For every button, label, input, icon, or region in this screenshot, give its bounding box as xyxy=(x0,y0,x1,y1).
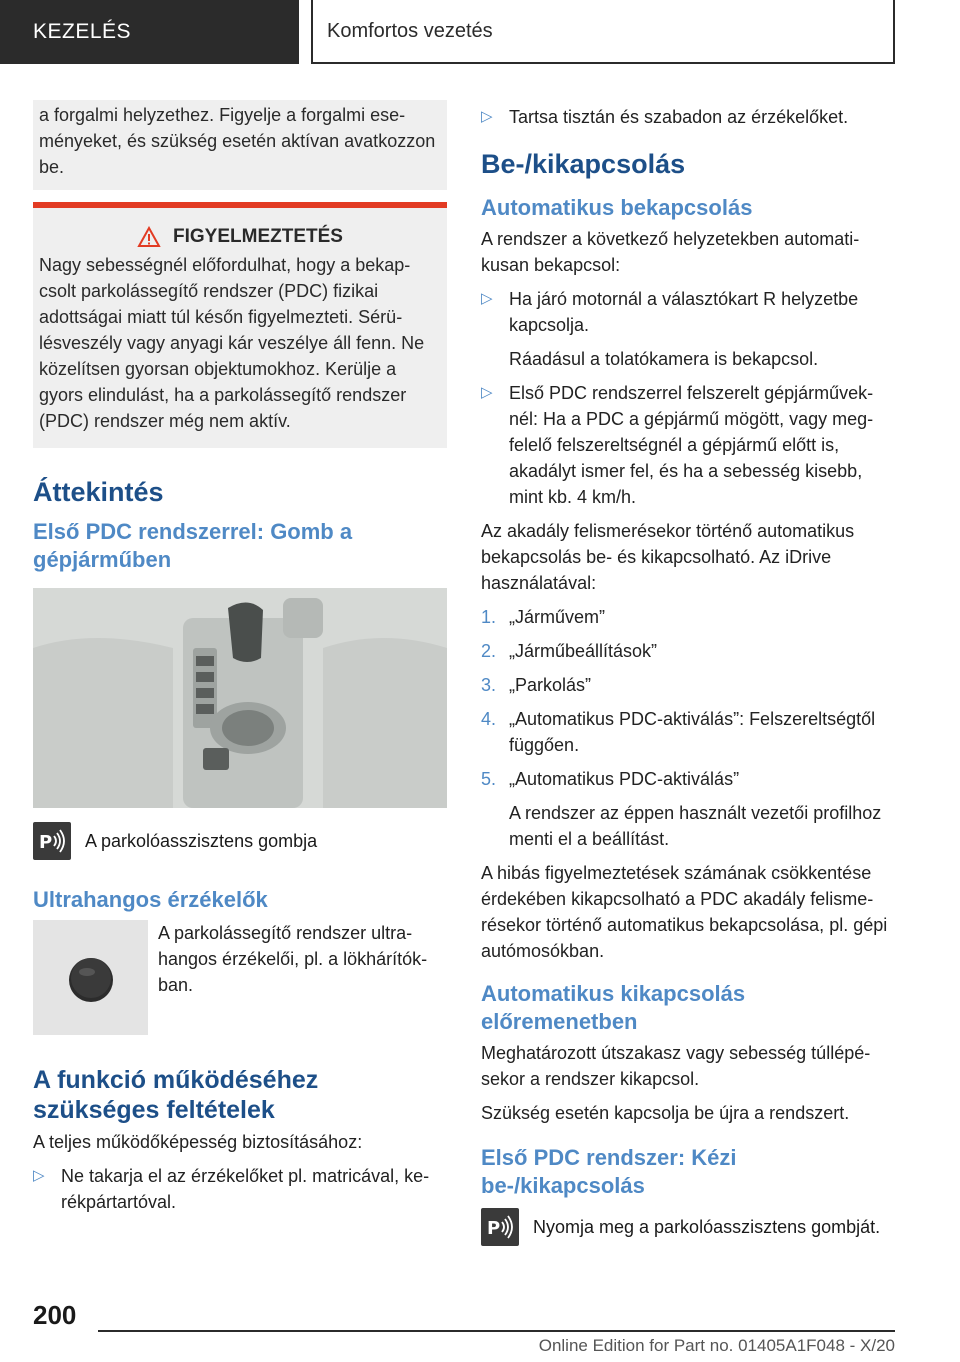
auto-on-item1-text: Ha járó motornál a választókart R helyzetbe kapcsolja. xyxy=(509,289,859,335)
pdc-button-icon xyxy=(481,1208,519,1246)
list-item xyxy=(481,766,896,852)
ultrasonic-row xyxy=(33,920,447,1035)
step-text: „Járműbeállítások” xyxy=(509,641,658,661)
auto-off-text1: Meghatározott útszakasz vagy sebesség túllépésekor a rendszer kikapcsol. xyxy=(481,1043,871,1089)
svg-text:P: P xyxy=(487,1218,501,1239)
auto-off-text2: Szükség esetén kapcsolja be újra a rendszert. xyxy=(481,1103,850,1123)
manual-heading: Első PDC rendszer: Kézi be-/kikapcsolás xyxy=(481,1145,737,1198)
figure-caption-row xyxy=(33,822,447,860)
step-text: „Automatikus PDC-aktiválás”: Felszereltségtől függően. xyxy=(509,709,876,755)
pdc-button-icon xyxy=(33,822,71,860)
ultrasonic-heading: Ultrahangos érzékelők xyxy=(33,887,268,912)
step-text: „Parkolás” xyxy=(509,675,592,695)
clean-list xyxy=(481,104,896,130)
triangle-bullet-icon: ▷ xyxy=(481,290,493,307)
auto-on-heading: Automatikus bekapcsolás xyxy=(481,195,753,220)
auto-off-heading: Automatikus kikapcsolás előremenetben xyxy=(481,981,746,1034)
list-item xyxy=(481,286,896,372)
warning-box xyxy=(33,202,447,448)
manual-row xyxy=(481,1208,896,1246)
requirements-list xyxy=(33,1163,447,1215)
requirements-heading: A funkció működéséhez szükséges feltételek xyxy=(33,1066,319,1124)
step5-sub-text: A rendszer az éppen használt vezetői profilhoz menti el a beállítást. xyxy=(509,803,882,849)
ultrasonic-text: A parkolássegítő rendszer ultrahangos érzékelői, pl. a lökhárítókban. xyxy=(158,923,428,995)
list-item xyxy=(481,706,896,758)
center-console-image xyxy=(33,588,447,808)
list-item xyxy=(481,604,896,630)
auto-on-item2-text: Első PDC rendszerrel felszerelt gépjárműveknél: Ha a PDC a gépjármű mögött, vagy megfelelő felszereltségnél a gépjármű előtt is, akadályt ismer fel, és ha a sebesség kisebb, mint kb. 4 km/h. xyxy=(509,383,874,507)
auto-detect-text: Az akadály felismerésekor történő automatikus bekapcsolás be- és kikapcsolható. Az iDrive használatával: xyxy=(481,521,855,593)
list-item xyxy=(481,104,896,130)
warning-triangle-icon xyxy=(137,226,161,248)
svg-text:P: P xyxy=(39,832,53,853)
clean-item-text: Tartsa tisztán és szabadon az érzékelőket. xyxy=(509,107,849,127)
false-warning-text: A hibás figyelmeztetések számának csökkentése érdekében kikapcsolható a PDC akadály felismerésekor történő automatikus bekapcsolása, pl. gépi autómosókban. xyxy=(481,863,888,961)
list-item xyxy=(481,672,896,698)
manual-text: Nyomja meg a parkolóasszisztens gombját. xyxy=(533,1216,881,1237)
header-section-label: KEZELÉS xyxy=(0,0,299,64)
figure-caption: A parkolóasszisztens gombja xyxy=(85,830,318,851)
step-number: 3. xyxy=(481,675,497,695)
left-column xyxy=(33,100,447,1223)
list-item xyxy=(481,380,896,510)
sensor-image xyxy=(33,920,148,1035)
overview-heading: Áttekintés xyxy=(33,477,164,507)
step-number: 5. xyxy=(481,769,497,789)
header-chapter-label: Komfortos vezetés xyxy=(311,0,895,64)
auto-on-item1-sub: Ráadásul a tolatókamera is bekapcsol. xyxy=(509,349,819,369)
requirements-item-text: Ne takarja el az érzékelőket pl. matricával, kerékpártartóval. xyxy=(61,1166,430,1212)
auto-on-intro: A rendszer a következő helyzetekben automatikusan bekapcsol: xyxy=(481,229,860,275)
step-number: 4. xyxy=(481,709,497,729)
step-number: 2. xyxy=(481,641,497,661)
right-column xyxy=(481,104,896,1246)
step-number: 1. xyxy=(481,607,497,627)
auto-on-list xyxy=(481,286,896,510)
onoff-heading: Be-/kikapcsolás xyxy=(481,149,686,179)
list-item xyxy=(33,1163,447,1215)
console-figure xyxy=(33,588,447,808)
step-text: „Járművem” xyxy=(509,607,606,627)
idrive-steps-list xyxy=(481,604,896,852)
ultrasonic-sensor-icon xyxy=(61,948,121,1008)
footer-edition: Online Edition for Part no. 01405A1F048 - X/20 xyxy=(538,1336,895,1355)
warning-heading xyxy=(39,224,441,250)
list-item xyxy=(481,638,896,664)
warning-title: FIGYELMEZTETÉS xyxy=(173,226,343,247)
page-number: 200 xyxy=(33,1300,77,1330)
triangle-bullet-icon: ▷ xyxy=(481,108,493,125)
step-text: „Automatikus PDC-aktiválás” xyxy=(509,769,740,789)
requirements-intro: A teljes működőképesség biztosításához: xyxy=(33,1132,363,1152)
intro-box: a forgalmi helyzethez. Figyelje a forgalmi eseményeket, és szükség esetén aktívan avatkozzon be. xyxy=(33,100,447,190)
front-pdc-heading: Első PDC rendszerrel: Gomb a gépjárműben xyxy=(33,519,353,572)
triangle-bullet-icon: ▷ xyxy=(33,1167,45,1184)
triangle-bullet-icon: ▷ xyxy=(481,384,493,401)
warning-text: Nagy sebességnél előfordulhat, hogy a bekapcsolt parkolássegítő rendszer (PDC) fizikai adottságai miatt túl későn figyelmezteti. Sérülésveszély vagy anyagi kár veszélye áll fenn. Ne közelítsen gyorsan objektumokhoz. Kerülje a gyors elindulást, ha a parkolássegítő rendszer (PDC) rendszer még nem aktív. xyxy=(39,255,425,431)
footer-divider xyxy=(98,1330,895,1332)
